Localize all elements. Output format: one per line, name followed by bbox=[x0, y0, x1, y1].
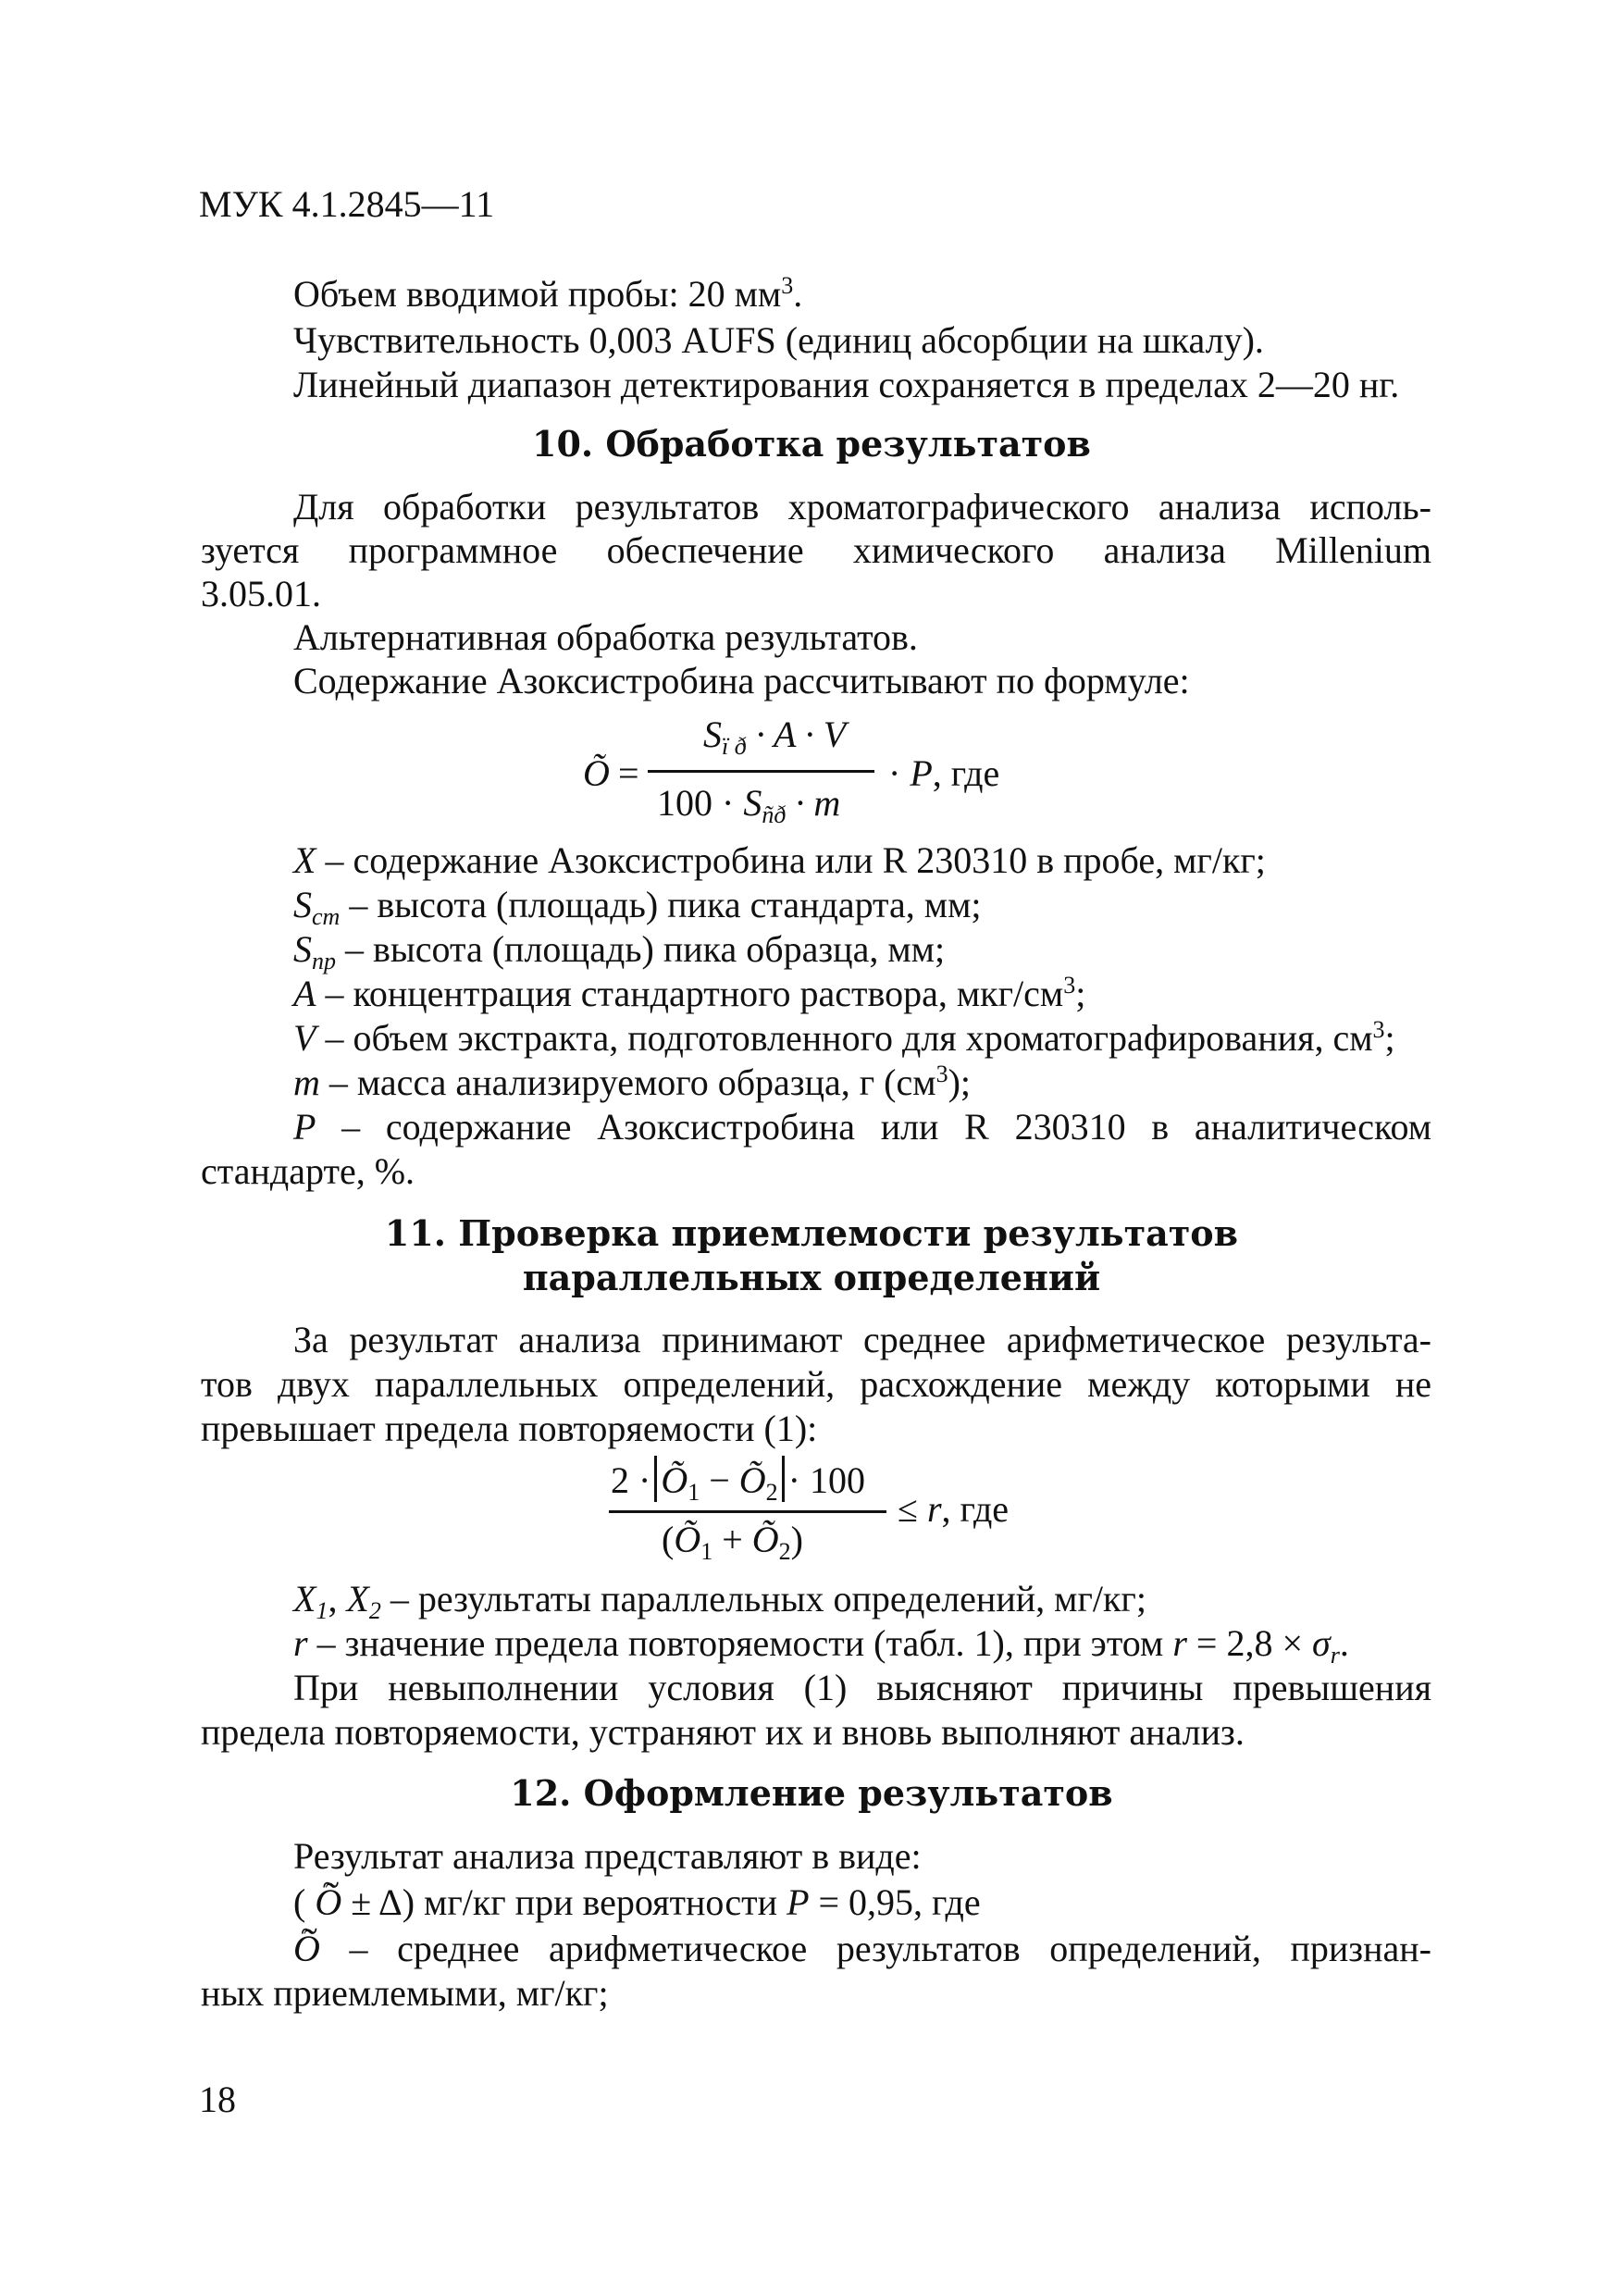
section-11-para1-line3: превышает предела повторяемости (1): bbox=[201, 1408, 818, 1449]
formula-fraction-bar bbox=[648, 770, 874, 773]
definition-x: X – содержание Азоксистробина или R 230310 в пробе, мг/кг; bbox=[293, 839, 1266, 881]
section-12-para2: ( ~ Õ ± Δ) мг/кг при вероятности P = 0,95, где bbox=[293, 1881, 981, 1924]
page-number: 18 bbox=[199, 2079, 236, 2120]
definition-v: V – объем экстракта, подготовленного для хроматографирования, $см^3$; bbox=[293, 1016, 1395, 1059]
formula-denominator: $100 \cdot S_{ñð} \cdot m$ bbox=[657, 782, 841, 828]
injection-volume-line: Объем вводимой пробы: 20 $мм^3$. bbox=[293, 272, 803, 315]
formula-tail: · P, где bbox=[888, 752, 1000, 794]
section-11-title-line2: параллельных определений bbox=[522, 1257, 1101, 1298]
formula2-tail: ≤ r, где bbox=[898, 1488, 1010, 1530]
section-10-para1-line2: зуется программное обеспечение химического анализа Millenium bbox=[201, 529, 1431, 571]
definition-m: m – масса анализируемого образца, г $(см^3)$; bbox=[293, 1061, 971, 1103]
section-11-para1-line1: За результат анализа принимают среднее арифметическое результа- bbox=[293, 1319, 1431, 1360]
definition-p-line2: стандарте, %. bbox=[201, 1150, 415, 1192]
section-11-para2-line2: предела повторяемости, устраняют их и вновь выполняют анализ. bbox=[201, 1711, 1245, 1753]
section-12-para3-line1: ~ Õ – среднее арифметическое результатов определений, признан- bbox=[293, 1928, 1431, 1970]
section-10-para2: Альтернативная обработка результатов. bbox=[293, 616, 918, 658]
section-10-para3: Содержание Азоксистробина рассчитывают по формуле: bbox=[293, 660, 1190, 701]
section-11-para1-line2: тов двух параллельных определений, расхождение между которыми не bbox=[201, 1363, 1431, 1405]
definition-a: A – концентрация стандартного раствора, мкг/$см^3$; bbox=[293, 972, 1086, 1014]
section-12-para1: Результат анализа представляют в виде: bbox=[293, 1835, 922, 1877]
section-11-title-line1: 11. Проверка приемлемости результатов bbox=[384, 1212, 1239, 1254]
formula-equals: = bbox=[618, 752, 639, 794]
formula2-denominator: ($Õ_1$ + $Õ_2$) bbox=[662, 1519, 803, 1565]
section-10-title: 10. Обработка результатов bbox=[532, 423, 1091, 465]
formula-numerator: $S_{ï ð} \cdot A \cdot V$ bbox=[703, 714, 847, 760]
section-12-title: 12. Оформление результатов bbox=[510, 1772, 1113, 1814]
sensitivity-line: Чувствительность 0,003 AUFS (единиц абсорбции на шкалу). bbox=[293, 319, 1264, 361]
definition-p-line1: P – содержание Азоксистробина или R 230310 в аналитическом bbox=[293, 1106, 1432, 1148]
definition-x1-x2: $X_1$, $X_2$ – результаты параллельных определений, мг/кг; bbox=[293, 1578, 1146, 1624]
document-code: МУК 4.1.2845—11 bbox=[199, 183, 495, 225]
section-10-para1-line3: 3.05.01. bbox=[201, 573, 321, 614]
repeatability-formula bbox=[601, 1448, 1083, 1569]
section-12-para3-line2: ных приемлемыми, мг/кг; bbox=[201, 1972, 609, 2014]
formula2-fraction-bar bbox=[609, 1510, 886, 1513]
linear-range-line: Линейный диапазон детектирования сохраняется в пределах 2—20 нг. bbox=[293, 364, 1400, 405]
formula2-numerator: $2 \cdot Õ_1$ − $Õ_2 \cdot 100$ bbox=[611, 1456, 865, 1502]
content-formula bbox=[574, 713, 1055, 833]
definition-s-np: $S_{np}$ – высота (площадь) пика образца, мм; bbox=[293, 928, 946, 974]
formula-lhs-x: Õ bbox=[583, 752, 610, 794]
definition-s-cm: $S_{cm}$ – высота (площадь) пика стандарта, мм; bbox=[293, 884, 982, 930]
section-10-para1-line1: Для обработки результатов хроматографического анализа исполь- bbox=[293, 486, 1431, 527]
definition-r: r – значение предела повторяемости (табл. 1), при этом $r = 2,8 \times \sigma_r$. bbox=[293, 1622, 1349, 1669]
section-11-para2-line1: При невыполнении условия (1) выясняют причины превышения bbox=[293, 1667, 1431, 1708]
